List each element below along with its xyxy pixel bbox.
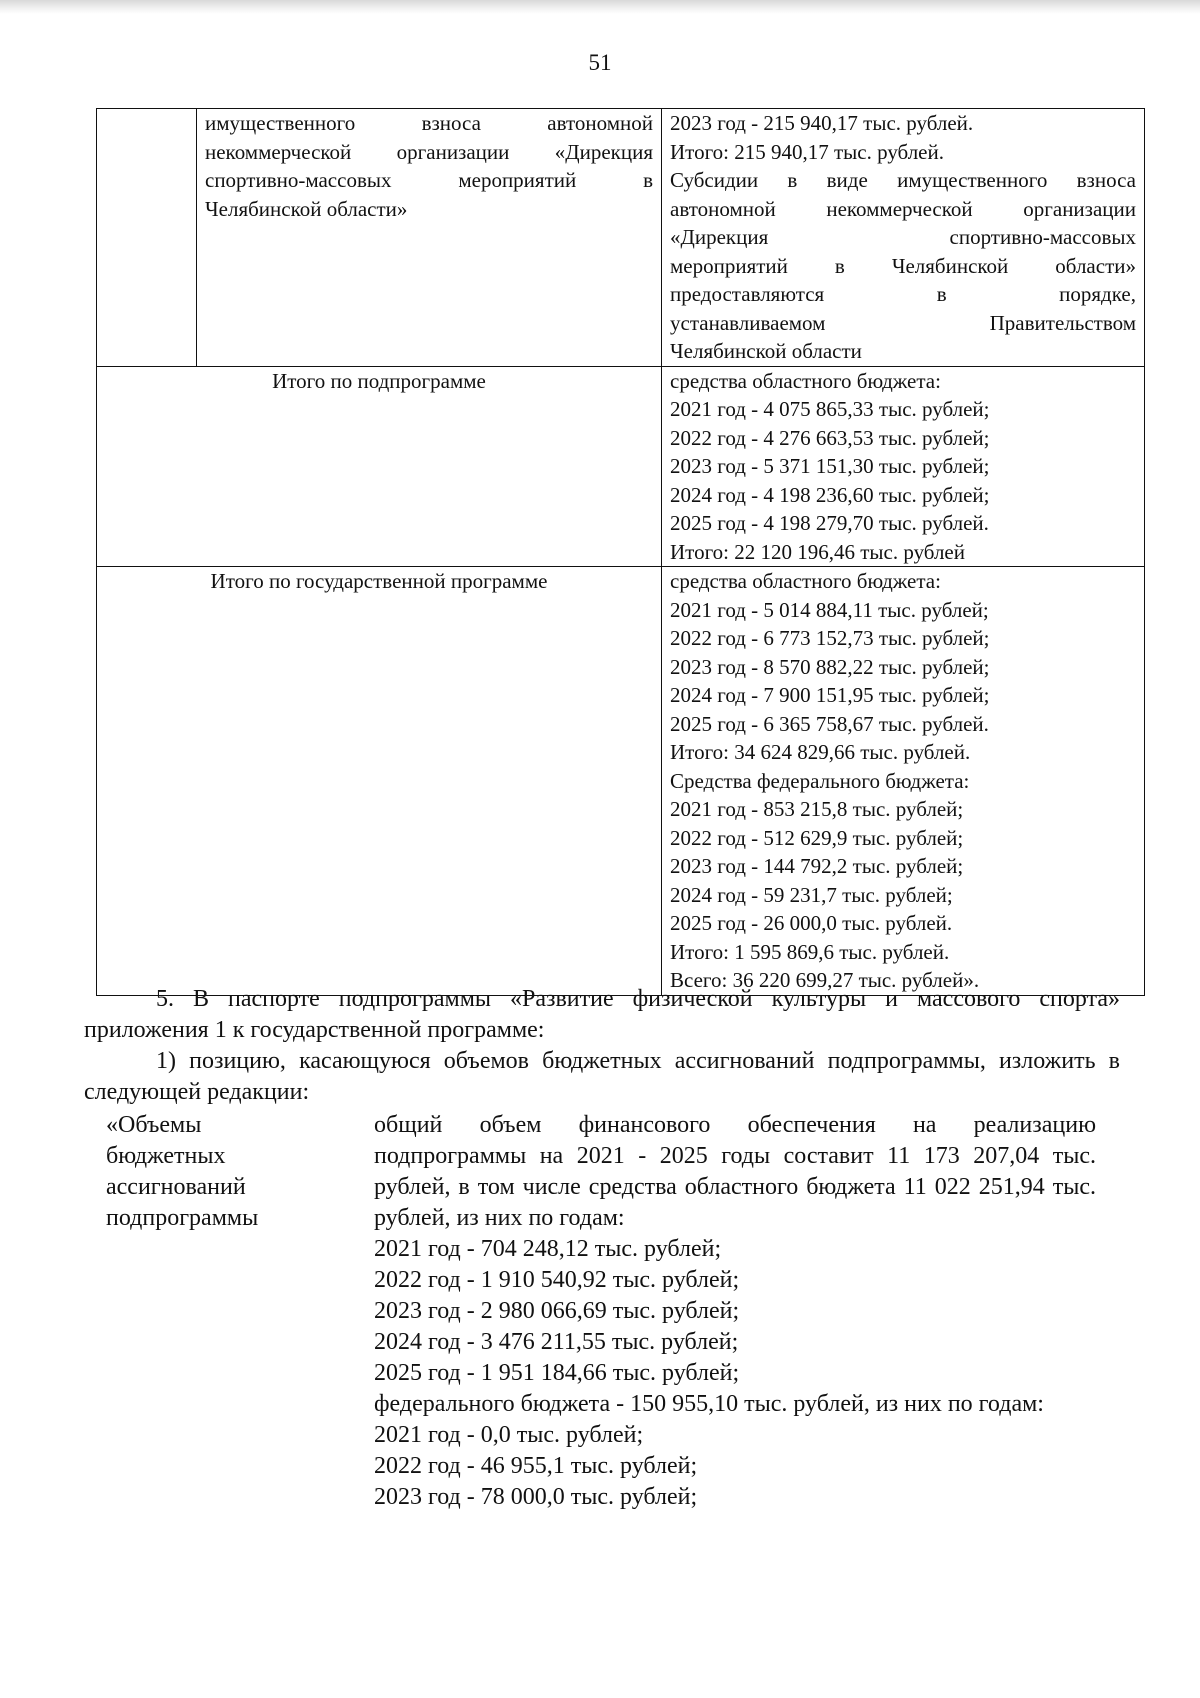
cell-line: 2021 год - 4 075 865,33 тыс. рублей; [670, 397, 990, 421]
year-line: 2023 год - 2 980 066,69 тыс. рублей; [374, 1298, 740, 1324]
cell-line: средства областного бюджета: [670, 569, 941, 593]
year-line: 2023 год - 78 000,0 тыс. рублей; [374, 1484, 698, 1510]
cell-line: 2025 год - 6 365 758,67 тыс. рублей. [670, 711, 989, 736]
cell-line: некоммерческой организации «Дирекция [205, 139, 653, 164]
cell-line: Средства федерального бюджета: [670, 768, 970, 793]
section-intro: общий объем финансового обеспечения на реализацию подпрограммы на 2021 - 2025 годы составит 11 173 207,04 тыс. рублей, в том числе средства областного бюджета 11 022 251,94 тыс. рублей, из них по годам: [374, 1112, 1096, 1231]
label-line: бюджетных [106, 1143, 226, 1169]
cell-line: 2023 год - 215 940,17 тыс. рублей. [670, 111, 974, 135]
cell-line: 2022 год - 4 276 663,53 тыс. рублей; [670, 425, 990, 450]
cell-line: мероприятий в Челябинской области» [670, 253, 1136, 278]
table-cell-description [197, 109, 662, 367]
cell-line: 2023 год - 8 570 882,22 тыс. рублей; [670, 654, 990, 679]
year-line: 2022 год - 1 910 540,92 тыс. рублей; [374, 1267, 740, 1293]
cell-line: 2025 год - 26 000,0 тыс. рублей. [670, 911, 953, 935]
body-text [84, 984, 1120, 1513]
cell-line: 2025 год - 4 198 279,70 тыс. рублей. [670, 511, 989, 535]
cell-line: Челябинской области» [205, 196, 408, 221]
cell-line: спортивно-массовых мероприятий в [205, 168, 653, 192]
table-cell-funding [662, 366, 1145, 567]
table-row [97, 567, 1145, 996]
cell-line: Итого: 34 624 829,66 тыс. рублей. [670, 740, 971, 764]
paragraph-5: 5. В паспорте подпрограммы «Развитие физической культуры и массового спорта» приложения 1 к государственной программе: [84, 986, 1120, 1043]
label-line: «Объемы [106, 1112, 202, 1138]
paragraph-1: 1) позицию, касающуюся объемов бюджетных ассигнований подпрограммы, изложить в следующей редакции: [84, 1048, 1120, 1105]
cell-line: имущественного взноса автономной [205, 111, 653, 135]
table-row [97, 109, 1145, 367]
cell-line: Челябинской области [670, 339, 862, 363]
cell-line: Итого: 22 120 196,46 тыс. рублей [670, 539, 965, 564]
table-cell-funding [662, 567, 1145, 996]
cell-line: 2023 год - 144 792,2 тыс. рублей; [670, 854, 964, 878]
cell-line: средства областного бюджета: [670, 368, 941, 393]
cell-line: Всего: 36 220 699,27 тыс. рублей». [670, 968, 980, 992]
year-line: 2021 год - 704 248,12 тыс. рублей; [374, 1236, 722, 1262]
cell-line: 2023 год - 5 371 151,30 тыс. рублей; [670, 454, 990, 478]
page-number: 51 [588, 50, 612, 75]
cell-line: Итого: 215 940,17 тыс. рублей. [670, 139, 944, 164]
cell-line: устанавливаемом Правительством [670, 310, 1136, 335]
cell-line: предоставляются в порядке, [670, 282, 1136, 306]
table-cell-empty [97, 109, 197, 367]
cell-line: 2021 год - 5 014 884,11 тыс. рублей; [670, 597, 989, 622]
table-row [97, 366, 1145, 567]
table-cell-label: Итого по подпрограмме [97, 366, 662, 567]
year-line: 2022 год - 46 955,1 тыс. рублей; [374, 1453, 698, 1479]
label-line: ассигнований [106, 1174, 246, 1200]
year-line: 2025 год - 1 951 184,66 тыс. рублей; [374, 1360, 740, 1386]
cell-line: Субсидии в виде имущественного взноса [670, 168, 1136, 192]
year-line: 2024 год - 3 476 211,55 тыс. рублей; [374, 1329, 739, 1355]
funding-table [96, 108, 1145, 996]
cell-line: 2024 год - 59 231,7 тыс. рублей; [670, 882, 953, 907]
cell-line: «Дирекция спортивно-массовых [670, 225, 1136, 249]
cell-line: 2022 год - 6 773 152,73 тыс. рублей; [670, 626, 990, 650]
cell-line: 2021 год - 853 215,8 тыс. рублей; [670, 797, 964, 821]
section-body [374, 1110, 1096, 1513]
scan-edge [0, 0, 1200, 14]
label-line: подпрограммы [106, 1205, 259, 1231]
cell-line: Итого: 1 595 869,6 тыс. рублей. [670, 939, 950, 964]
table-cell-funding [662, 109, 1145, 367]
cell-line: автономной некоммерческой организации [670, 196, 1136, 221]
section-label [106, 1110, 374, 1513]
cell-line: 2022 год - 512 629,9 тыс. рублей; [670, 825, 964, 850]
budget-section [84, 1110, 1120, 1513]
table-cell-label: Итого по государственной программе [97, 567, 662, 996]
federal-intro: федерального бюджета - 150 955,10 тыс. рублей, из них по годам: [374, 1391, 1044, 1417]
cell-line: 2024 год - 7 900 151,95 тыс. рублей; [670, 683, 990, 707]
year-line: 2021 год - 0,0 тыс. рублей; [374, 1422, 644, 1448]
cell-line: 2024 год - 4 198 236,60 тыс. рублей; [670, 482, 990, 507]
